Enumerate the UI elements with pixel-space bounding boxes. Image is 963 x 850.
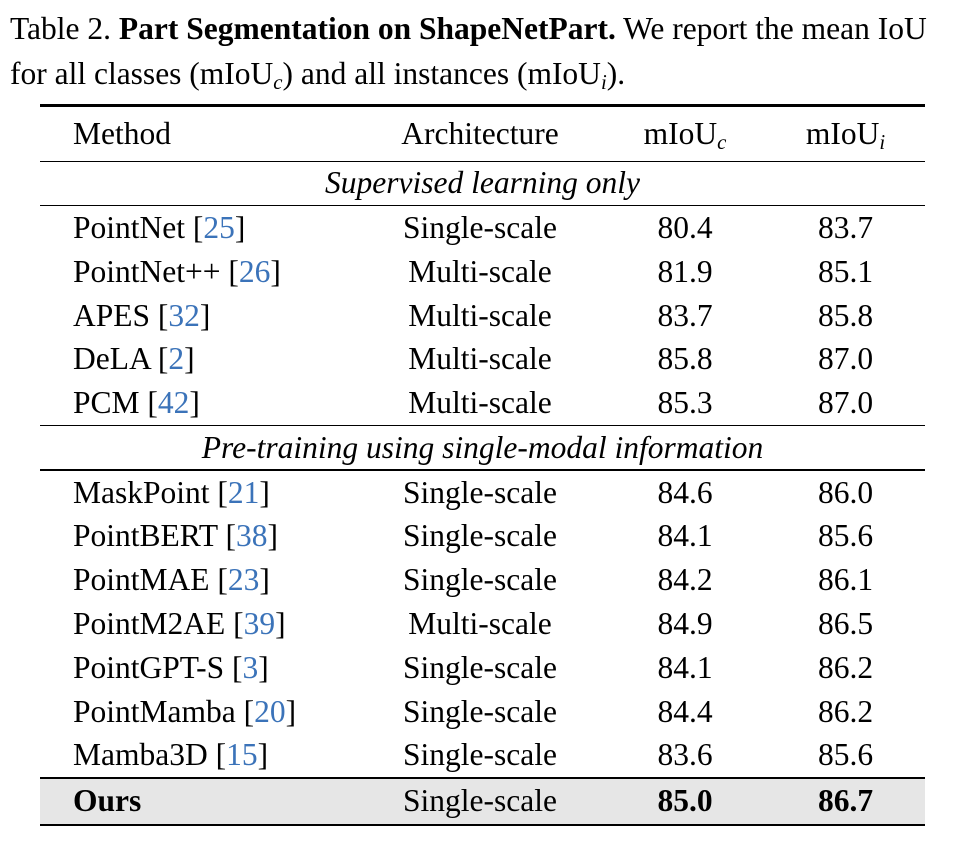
table-row	[40, 337, 925, 381]
miou-c-cell: 84.9	[657, 605, 713, 641]
caption-text-a: We report the mean IoU for all classes (mIoU	[10, 11, 927, 91]
citation-link: 21	[227, 474, 260, 510]
header-architecture: Architecture	[401, 115, 559, 151]
header-method: Method	[73, 115, 171, 151]
method-name: PointBERT	[73, 518, 218, 554]
miou-c-cell: 84.6	[657, 474, 713, 510]
citation-link: 20	[254, 693, 286, 729]
bottom-rule	[40, 824, 925, 827]
ours-arch: Single-scale	[403, 783, 557, 819]
method-cell: DeLA [2]	[73, 341, 195, 377]
architecture-cell: Single-scale	[403, 693, 557, 729]
miou-c-cell: 80.4	[657, 209, 713, 245]
method-cell: PointMAE [23]	[73, 562, 270, 598]
architecture-cell: Single-scale	[403, 518, 557, 554]
miou-i-cell: 86.2	[817, 693, 874, 729]
ours-row	[40, 779, 925, 824]
architecture-cell: Multi-scale	[408, 253, 552, 289]
miou-i-cell: 86.2	[817, 649, 874, 685]
miou-c-cell: 83.6	[657, 737, 713, 773]
ours-miou-c: 85.0	[657, 783, 713, 819]
miou-c-cell: 81.9	[657, 253, 713, 289]
caption-label: Table 2.	[10, 11, 112, 46]
miou-c-cell: 84.4	[657, 693, 713, 729]
method-cell: Mamba3D [15]	[73, 737, 269, 773]
miou-c-cell: 85.8	[657, 341, 713, 377]
miou-i-cell: 85.1	[817, 253, 874, 289]
method-name: MaskPoint	[73, 474, 210, 510]
table-body	[40, 161, 925, 779]
architecture-cell: Single-scale	[403, 649, 557, 685]
miou-i-cell: 85.6	[817, 737, 874, 773]
architecture-cell: Multi-scale	[408, 605, 552, 641]
miou-i-cell: 86.0	[817, 474, 874, 510]
architecture-cell: Single-scale	[403, 737, 557, 773]
method-name: PointMamba	[73, 693, 236, 729]
method-name: Mamba3D	[73, 737, 208, 773]
header-miou-c	[604, 116, 766, 152]
miou-c-cell: 84.1	[657, 518, 713, 554]
citation-link: 3	[242, 649, 259, 685]
table-row	[40, 381, 925, 425]
section-title: Pre-training using single-modal information	[201, 429, 764, 465]
method-name: PointGPT-S	[73, 649, 225, 685]
header-miou-i	[766, 116, 925, 152]
header-miou-i-sub: i	[879, 130, 886, 154]
architecture-cell: Single-scale	[403, 474, 557, 510]
citation-link: 23	[227, 562, 260, 598]
miou-i-cell: 83.7	[817, 209, 874, 245]
miou-i-cell: 87.0	[817, 385, 874, 421]
method-name: PointMAE	[73, 562, 210, 598]
architecture-cell: Multi-scale	[408, 385, 552, 421]
method-name: APES	[73, 297, 151, 333]
caption-title: Part Segmentation on ShapeNetPart.	[118, 11, 616, 46]
citation-link: 15	[226, 737, 258, 773]
architecture-cell: Multi-scale	[408, 297, 552, 333]
table-row	[40, 250, 925, 294]
method-name: DeLA	[73, 341, 150, 377]
table-row	[40, 206, 925, 250]
caption-sub-c: c	[273, 71, 283, 95]
table-caption	[10, 6, 955, 96]
section-title: Supervised learning only	[325, 165, 640, 201]
method-cell: MaskPoint [21]	[73, 474, 270, 510]
table-row	[40, 646, 925, 690]
caption-sub-i: i	[600, 71, 607, 95]
caption-text-c: ).	[606, 56, 626, 91]
miou-i-cell: 86.5	[817, 605, 874, 641]
table-row	[40, 602, 925, 646]
method-name: PointM2AE	[73, 605, 226, 641]
ours-miou-i: 86.7	[817, 783, 874, 819]
architecture-cell: Single-scale	[403, 209, 557, 245]
miou-c-cell: 84.2	[657, 562, 713, 598]
header-row	[40, 107, 925, 161]
citation-link: 39	[243, 605, 276, 641]
method-cell: PointMamba [20]	[73, 693, 297, 729]
method-cell: PCM [42]	[73, 385, 200, 421]
table-row	[40, 514, 925, 558]
miou-c-cell: 84.1	[657, 649, 713, 685]
citation-link: 42	[157, 385, 190, 421]
caption-text-b: ) and all instances (mIoU	[282, 56, 601, 91]
miou-c-cell: 85.3	[657, 385, 713, 421]
method-cell: PointNet [25]	[73, 209, 246, 245]
citation-link: 32	[168, 297, 200, 333]
method-cell: PointM2AE [39]	[73, 605, 286, 641]
citation-link: 25	[203, 209, 235, 245]
citation-link: 38	[235, 518, 268, 554]
header-miou-c-base: mIoU	[643, 115, 718, 151]
method-name: PCM	[73, 385, 140, 421]
table-row	[40, 558, 925, 602]
architecture-cell: Single-scale	[403, 562, 557, 598]
method-cell: PointGPT-S [3]	[73, 649, 269, 685]
header-miou-i-base: mIoU	[805, 115, 880, 151]
method-cell: PointBERT [38]	[73, 518, 278, 554]
method-cell: PointNet++ [26]	[73, 253, 281, 289]
method-name: PointNet	[73, 209, 186, 245]
method-name: PointNet++	[73, 253, 221, 289]
ours-method: Ours	[73, 783, 142, 819]
miou-i-cell: 85.6	[817, 518, 874, 554]
results-table	[40, 104, 925, 826]
table-row	[40, 733, 925, 777]
architecture-cell: Multi-scale	[408, 341, 552, 377]
citation-link: 2	[168, 341, 185, 377]
miou-i-cell: 85.8	[817, 297, 874, 333]
citation-link: 26	[238, 253, 271, 289]
method-cell: APES [32]	[73, 297, 211, 333]
table-row	[40, 690, 925, 734]
miou-i-cell: 87.0	[817, 341, 874, 377]
table-row	[40, 294, 925, 338]
table-row	[40, 471, 925, 515]
miou-i-cell: 86.1	[817, 562, 874, 598]
miou-c-cell: 83.7	[657, 297, 713, 333]
header-miou-c-sub: c	[717, 130, 727, 154]
